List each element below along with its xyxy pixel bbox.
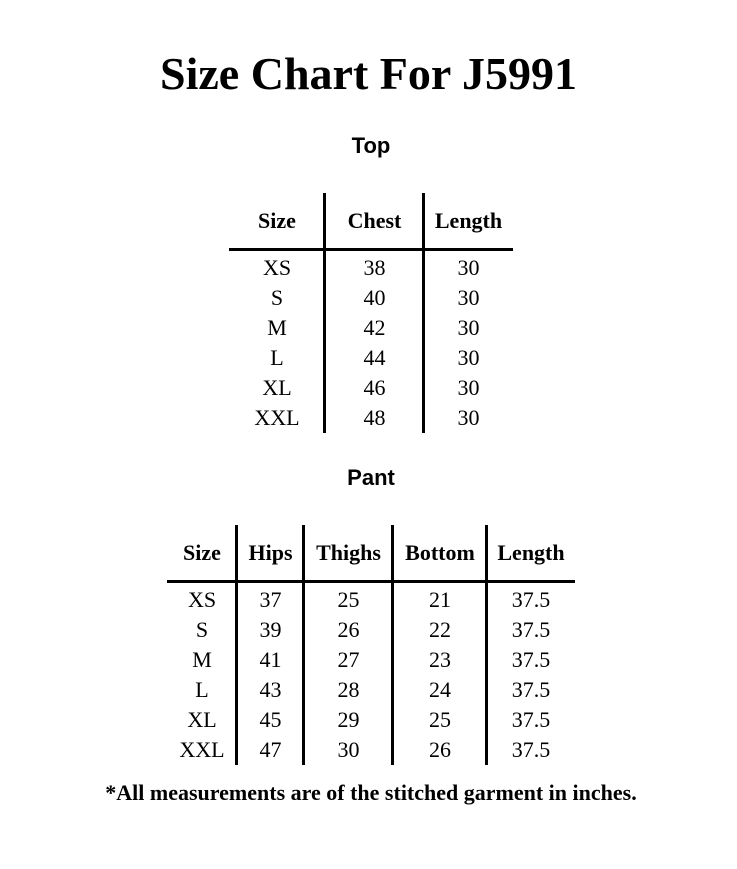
pant-column-header: Bottom <box>405 540 475 565</box>
top-header-row <box>229 193 513 249</box>
pant-table-row <box>167 615 575 645</box>
top-column-header: Length <box>434 208 503 233</box>
top-table-cell: 30 <box>457 315 480 340</box>
top-table-cell: 40 <box>363 285 386 310</box>
pant-header-row <box>167 525 575 581</box>
pant-table-cell: 37 <box>259 587 282 612</box>
pant-table-cell: 30 <box>337 737 360 762</box>
pant-column-header: Size <box>183 540 221 565</box>
pant-table-cell: XS <box>187 587 217 612</box>
top-table-cell: 46 <box>363 375 386 400</box>
pant-table-cell: L <box>195 677 209 702</box>
pant-column-header: Hips <box>248 540 293 565</box>
top-column-divider <box>323 193 326 433</box>
top-column-divider <box>422 193 425 433</box>
pant-table-cell: 22 <box>429 617 451 642</box>
top-table-cell: 42 <box>363 315 386 340</box>
top-table-row <box>229 253 513 283</box>
pant-table-cell: 26 <box>429 737 451 762</box>
pant-table-row <box>167 735 575 765</box>
pant-table-cell: 23 <box>429 647 451 672</box>
pant-size-table <box>167 525 575 765</box>
pant-table-cell: 25 <box>429 707 451 732</box>
pant-table-cell: 28 <box>337 677 360 702</box>
page-title: Size Chart For J5991 <box>160 48 577 99</box>
top-column-header: Size <box>258 208 296 233</box>
pant-table-cell: 37.5 <box>511 647 551 672</box>
top-table-cell: 44 <box>363 345 386 370</box>
pant-table-row <box>167 675 575 705</box>
pant-table-cell: 37.5 <box>511 587 551 612</box>
pant-table-cell: XL <box>187 707 217 732</box>
top-table-row <box>229 403 513 433</box>
top-table-cell: XL <box>262 375 292 400</box>
pant-table-row <box>167 585 575 615</box>
top-header-divider <box>229 248 513 251</box>
pant-column-divider <box>235 525 238 765</box>
top-table-cell: 30 <box>457 255 480 280</box>
pant-table-cell: 25 <box>337 587 360 612</box>
pant-column-header: Thighs <box>316 540 381 565</box>
pant-header-divider <box>167 580 575 583</box>
pant-table-cell: 37.5 <box>511 677 551 702</box>
pant-section-title: Pant <box>347 465 395 490</box>
pant-column-header: Length <box>497 540 565 565</box>
top-size-table <box>229 193 513 433</box>
top-table-cell: 30 <box>457 285 480 310</box>
pant-table-cell: 37.5 <box>511 707 551 732</box>
pant-column-divider <box>302 525 305 765</box>
top-table-row <box>229 313 513 343</box>
pant-table-cell: XXL <box>179 737 225 762</box>
pant-table-cell: 29 <box>337 707 360 732</box>
top-section-title: Top <box>351 133 391 158</box>
top-table-cell: M <box>267 315 287 340</box>
top-table-cell: 30 <box>457 405 480 430</box>
pant-column-divider <box>391 525 394 765</box>
pant-table-cell: 21 <box>429 587 451 612</box>
pant-table-cell: 45 <box>259 707 282 732</box>
top-table-cell: 30 <box>457 345 480 370</box>
pant-table-cell: 27 <box>337 647 360 672</box>
measurement-footnote: *All measurements are of the stitched garment in inches. <box>105 780 637 805</box>
top-table-row <box>229 343 513 373</box>
pant-table-cell: 37.5 <box>511 737 551 762</box>
top-table-cell: XS <box>262 255 292 280</box>
top-table-cell: 38 <box>363 255 386 280</box>
top-column-header: Chest <box>347 208 402 233</box>
top-table-row <box>229 283 513 313</box>
top-table-row <box>229 373 513 403</box>
pant-table-cell: 41 <box>259 647 282 672</box>
top-table-cell: 30 <box>457 375 480 400</box>
pant-table-cell: 24 <box>429 677 451 702</box>
top-table-cell: XXL <box>254 405 300 430</box>
pant-table-cell: 47 <box>259 737 282 762</box>
top-table-cell: L <box>270 345 284 370</box>
pant-table-cell: M <box>192 647 212 672</box>
pant-table-cell: 26 <box>337 617 360 642</box>
top-table-cell: 48 <box>363 405 386 430</box>
pant-table-cell: 39 <box>259 617 282 642</box>
top-table-cell: S <box>270 285 284 310</box>
pant-table-row <box>167 645 575 675</box>
pant-table-cell: S <box>195 617 209 642</box>
pant-table-row <box>167 705 575 735</box>
pant-column-divider <box>485 525 488 765</box>
pant-table-cell: 43 <box>259 677 282 702</box>
pant-table-cell: 37.5 <box>511 617 551 642</box>
